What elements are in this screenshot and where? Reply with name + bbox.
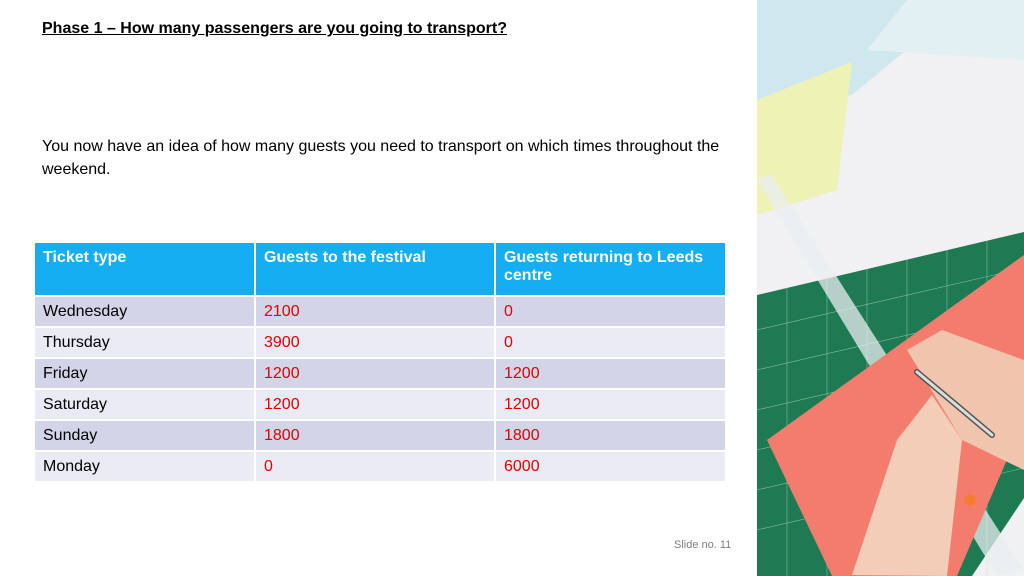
passenger-table — [35, 243, 725, 481]
header-guests-to-festival: Guests to the festival — [255, 243, 495, 296]
returning-cell: 0 — [495, 327, 725, 358]
to-festival-cell: 1800 — [255, 420, 495, 451]
returning-cell: 6000 — [495, 451, 725, 481]
day-cell: Friday — [35, 358, 255, 389]
table-header-row — [35, 243, 725, 296]
to-festival-cell: 2100 — [255, 296, 495, 327]
to-festival-cell: 3900 — [255, 327, 495, 358]
returning-cell: 1800 — [495, 420, 725, 451]
table-row — [35, 327, 725, 358]
day-cell: Wednesday — [35, 296, 255, 327]
to-festival-cell: 1200 — [255, 358, 495, 389]
to-festival-cell: 0 — [255, 451, 495, 481]
table-row — [35, 296, 725, 327]
table-row — [35, 420, 725, 451]
day-cell: Saturday — [35, 389, 255, 420]
table-row — [35, 358, 725, 389]
day-cell: Thursday — [35, 327, 255, 358]
table-row — [35, 451, 725, 481]
header-ticket-type: Ticket type — [35, 243, 255, 296]
to-festival-cell: 1200 — [255, 389, 495, 420]
returning-cell: 1200 — [495, 389, 725, 420]
table-row — [35, 389, 725, 420]
slide-title: Phase 1 – How many passengers are you going to transport? — [42, 20, 508, 37]
day-cell: Monday — [35, 451, 255, 481]
craft-photo — [757, 0, 1024, 576]
header-guests-returning: Guests returning to Leeds centre — [495, 243, 725, 296]
returning-cell: 0 — [495, 296, 725, 327]
slide-number: Slide no. 11 — [674, 539, 732, 551]
day-cell: Sunday — [35, 420, 255, 451]
returning-cell: 1200 — [495, 358, 725, 389]
intro-text: You now have an idea of how many guests you need to transport on which times throughout the weekend. — [42, 138, 720, 178]
